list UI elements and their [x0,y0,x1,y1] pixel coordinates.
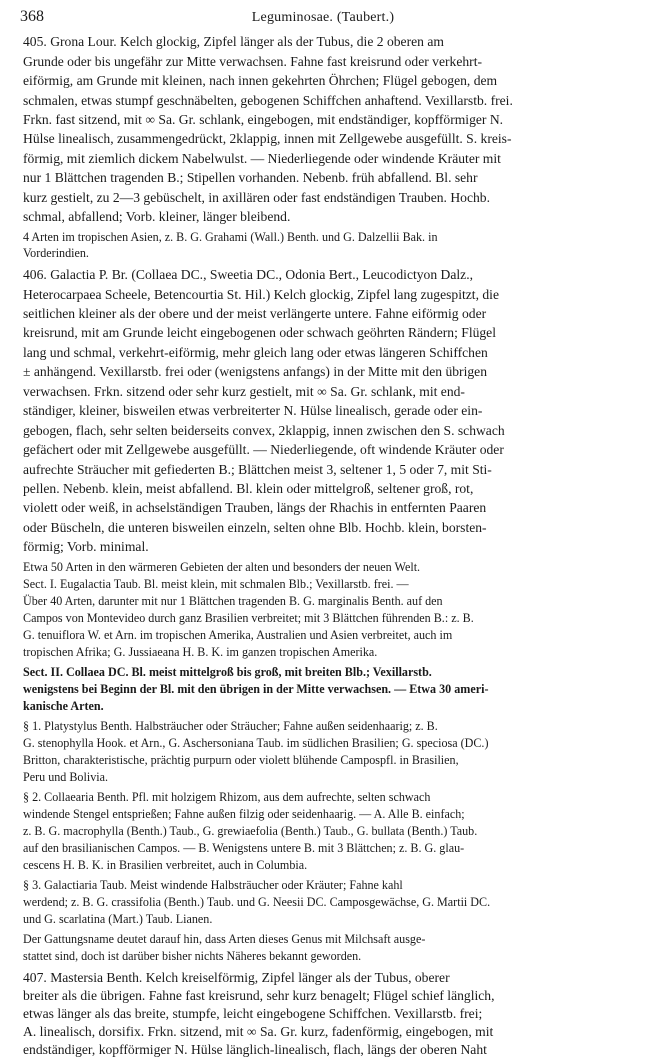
text-line: auf den brasilianischen Campos. — B. Wenigstens untere B. mit 3 Blättchen; z. B. G. glau- [23,841,465,855]
text-line: kreisrund, mit am Grunde leicht eingebogenen oder schwach geöhrten Rändern; Flügel [23,325,496,340]
text-line: Hülse linealisch, zusammengedrückt, 2klappig, innen mit Zellgewebe ausgefüllt. S. kreis- [23,131,512,146]
text-line: violett oder weiß, in achselständigen Trauben, längs der Rhachis in entfernten Paaren [23,500,487,515]
text-line: kanische Arten. [23,699,104,713]
text-line: Campos von Montevideo durch ganz Brasilien verbreitet; mit 3 Blättchen führenden B.: z. B. [23,611,474,625]
text-line: 405. Grona Lour. Kelch glockig, Zipfel länger als der Tubus, die 2 oberen am [23,34,444,49]
text-line: Sect. I. Eugalactia Taub. Bl. meist klein, mit schmalen Blb.; Vexillarstb. frei. — [23,577,409,591]
page-number: 368 [20,8,44,25]
text-line: ständiger, kleiner, bisweilen etwas verbreiterter N. Hülse linealisch, gerade oder ein- [23,403,483,418]
text-line: Peru und Bolivia. [23,770,108,784]
text-line: oder Büscheln, die unteren bisweilen einzeln, selten ohne Blb. Hochb. klein, borsten- [23,520,487,535]
text-line: stattet sind, doch ist darüber bisher nichts Näheres bekannt geworden. [23,949,362,963]
text-line: tropischen Afrika; G. Jussiaeana H. B. K. im ganzen tropischen Amerika. [23,645,378,659]
text-line: breiter als die übrigen. Fahne fast kreisrund, sehr kurz benagelt; Flügel schief länglich, [23,988,495,1003]
text-line: nur 1 Blättchen tragenden B.; Stipellen vorhanden. Nebenb. früh abfallend. Bl. sehr [23,170,478,185]
text-line: eiförmig, am Grunde mit kleinen, nach innen gekehrten Öhrchen; Flügel gebogen, dem [23,73,498,88]
text-line: 406. Galactia P. Br. (Collaea DC., Sweetia DC., Odonia Bert., Leucodictyon Dalz., [23,267,473,282]
text-line: § 1. Platystylus Benth. Halbsträucher oder Sträucher; Fahne außen seidenhaarig; z. B. [23,719,438,733]
text-line: z. B. G. macrophylla (Benth.) Taub., G. grewiaefolia (Benth.) Taub., G. bullata (Benth.) Taub. [23,824,478,838]
text-line: Der Gattungsname deutet darauf hin, dass Arten dieses Genus mit Milchsaft ausge- [23,932,426,946]
text-line: Grunde oder bis ungefähr zur Mitte verwachsen. Fahne fast kreisrund oder verkehrt- [23,54,483,69]
running-title: Leguminosae. (Taubert.) [251,10,395,25]
text-line: windende Stengel entsprießen; Fahne außen filzig oder seidenhaarig. — A. Alle B. einfach; [23,807,465,821]
text-line: lang und schmal, verkehrt-eiförmig, mehr gleich lang oder etwas längeren Schiffchen [23,345,488,360]
text-line: und G. scarlatina (Mart.) Taub. Lianen. [23,912,213,926]
text-line: förmig, mit ziemlich dickem Nabelwulst. — Niederliegende oder windende Kräuter mit [23,151,501,166]
text-line: endständiger, kopfförmiger N. Hülse länglich-linealisch, flach, längs der oberen Naht [23,1042,487,1057]
text-line: pellen. Nebenb. klein, meist abfallend. Bl. klein oder mittelgroß, seltener groß, rot, [23,481,474,496]
text-line: förmig; Vorb. minimal. [23,539,149,554]
text-line: Britton, charakteristische, prächtig purpurn oder violett blühende Campospfl. in Brasilien, [23,753,459,767]
text-line: 407. Mastersia Benth. Kelch kreiselförmig, Zipfel länger als der Tubus, oberer [23,970,450,985]
text-line: Vorderindien. [23,246,89,260]
text-line: A. linealisch, dorsifix. Frkn. sitzend, mit ∞ Sa. Gr. kurz, fadenförmig, eingebogen, mit [23,1024,494,1039]
text-line: § 2. Collaearia Benth. Pfl. mit holzigem Rhizom, aus dem aufrechte, selten schwach [23,790,431,804]
text-line: verwachsen. Frkn. sitzend oder sehr kurz gestielt, mit ∞ Sa. Gr. schlank, mit end- [23,384,465,399]
text-line: gebogen, flach, sehr selten beiderseits convex, 2klappig, innen zwischen den S. schwach [23,423,505,438]
text-line: etwas länger als das breite, stumpfe, leicht eingebogene Schiffchen. Vexillarstb. frei; [23,1006,483,1021]
text-line: seitlichen kleiner als der obere und der meist verlängerte untere. Fahne eiförmig oder [23,306,487,321]
text-line: aufrechte Sträucher mit gefiederten B.; Blättchen meist 3, seltener 1, 5 oder 7, mit Sti- [23,462,492,477]
text-line: G. stenophylla Hook. et Arn., G. Aschersoniana Taub. im südlichen Brasilien; G. speciosa (DC.) [23,736,489,750]
text-line: kurz gestielt, zu 2—3 gebüschelt, in axillären oder fast endständigen Trauben. Hochb. [23,190,490,205]
text-line: gefächert oder mit Zellgewebe ausgefüllt. — Niederliegende, oft windende Kräuter oder [23,442,504,457]
text-line: Sect. II. Collaea DC. Bl. meist mittelgroß bis groß, mit breiten Blb.; Vexillarstb. [23,665,432,679]
text-line: G. tenuiflora W. et Arn. im tropischen Amerika, Australien und Asien verbreitet, auch im [23,628,453,642]
text-line: 4 Arten im tropischen Asien, z. B. G. Grahami (Wall.) Benth. und G. Dalzellii Bak. in [23,230,438,244]
text-line: schmal, abfallend; Vorb. kleiner, länger bleibend. [23,209,291,224]
text-line: cescens H. B. K. in Brasilien verbreitet, auch in Columbia. [23,858,308,872]
text-line: § 3. Galactiaria Taub. Meist windende Halbsträucher oder Kräuter; Fahne kahl [23,878,403,892]
page-header [20,8,626,28]
text-line: ± anhängend. Vexillarstb. frei oder (wenigstens anfangs) in der Mitte mit den übrigen [23,364,487,379]
text-line: wenigstens bei Beginn der Bl. mit den übrigen in der Mitte verwachsen. — Etwa 30 ameri- [23,682,489,696]
text-line: schmalen, etwas stumpf geschnäbelten, gebogenen Schiffchen anhaftend. Vexillarstb. frei. [23,93,513,108]
text-line: Etwa 50 Arten in den wärmeren Gebieten der alten und besonders der neuen Welt. [23,560,421,574]
text-line: Heterocarpaea Scheele, Betencourtia St. Hil.) Kelch glockig, Zipfel lang zugespitzt, die [23,287,499,302]
text-line: Über 40 Arten, darunter mit nur 1 Blättchen tragenden B. G. marginalis Benth. auf den [23,594,443,608]
text-line: werdend; z. B. G. crassifolia (Benth.) Taub. und G. Neesii DC. Camposgewächse, G. Martii DC. [23,895,491,909]
text-line: Frkn. fast sitzend, mit ∞ Sa. Gr. schlank, eingebogen, mit endständiger, kopfförmiger N. [23,112,504,127]
